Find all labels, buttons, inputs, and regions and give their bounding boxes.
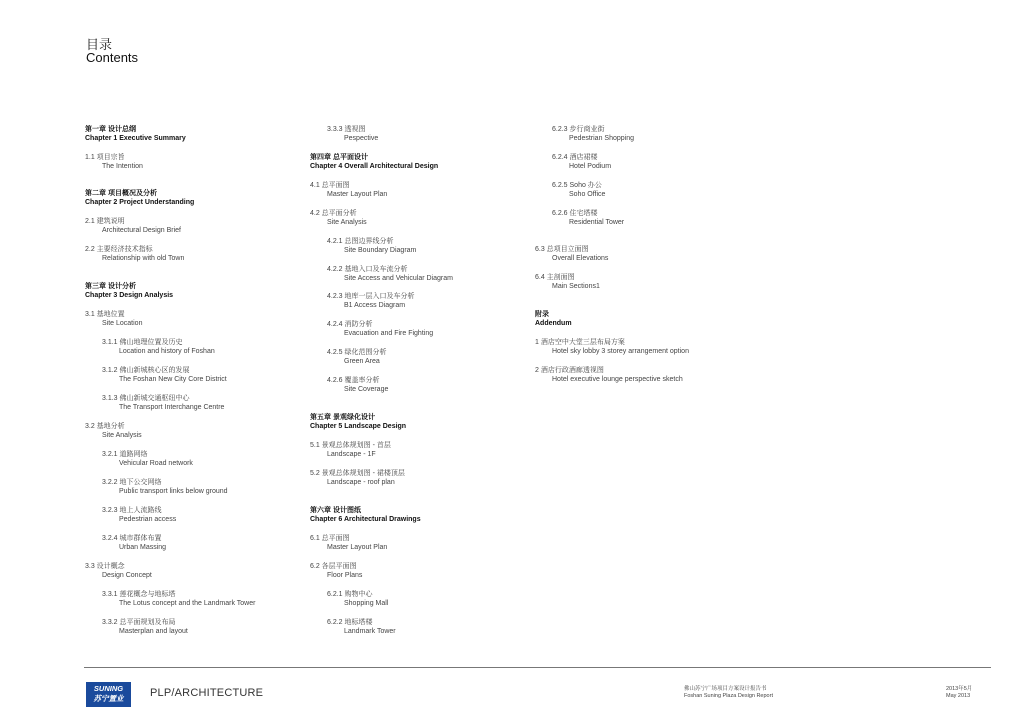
toc-entry-title-cn: 3.2.4 城市群体布置 bbox=[102, 535, 162, 542]
toc-entry bbox=[85, 422, 142, 441]
toc-entry bbox=[535, 245, 608, 264]
toc-chapter-heading bbox=[310, 153, 438, 172]
toc-entry-title-cn: 3.3.1 莲花概念与地标塔 bbox=[102, 591, 176, 598]
toc-entry bbox=[85, 245, 184, 264]
toc-entry-title-cn: 附录 bbox=[535, 311, 549, 318]
toc-chapter-heading bbox=[85, 189, 194, 208]
toc-chapter-heading bbox=[85, 282, 173, 301]
toc-entry-title-cn: 6.3 总项目立面图 bbox=[535, 246, 589, 253]
toc-entry-title-cn: 3.1.1 佛山地理位置及历史 bbox=[102, 339, 183, 346]
toc-entry bbox=[85, 562, 152, 581]
toc-entry-title-cn: 6.1 总平面图 bbox=[310, 535, 350, 542]
toc-entry bbox=[552, 125, 634, 144]
toc-entry-title-en: Masterplan and layout bbox=[119, 628, 188, 636]
toc-entry-title-cn: 4.2.5 绿化范围分析 bbox=[327, 349, 387, 356]
toc-entry bbox=[102, 618, 188, 637]
toc-entry-title-en: Site Coverage bbox=[344, 386, 389, 394]
toc-chapter-heading bbox=[535, 310, 572, 329]
toc-entry-title-cn: 4.2.2 基地入口及车流分析 bbox=[327, 266, 408, 273]
toc-entry-title-en: Landscape - roof plan bbox=[327, 479, 395, 487]
toc-entry-title-cn: 5.2 景观总体规划图 - 裙楼顶层 bbox=[310, 470, 405, 477]
toc-entry-title-en: Green Area bbox=[344, 358, 380, 366]
toc-entry-title-en: Floor Plans bbox=[327, 572, 363, 580]
toc-entry-title-en: Site Location bbox=[102, 320, 143, 328]
toc-entry-title-en: The Transport Interchange Centre bbox=[119, 404, 225, 412]
report-title-en: Foshan Suning Plaza Design Report bbox=[684, 693, 773, 699]
toc-entry-title-en: B1 Access Diagram bbox=[344, 302, 406, 310]
toc-entry-title-en: Master Layout Plan bbox=[327, 191, 388, 199]
toc-entry-title-cn: 6.4 主剖面图 bbox=[535, 274, 575, 281]
toc-entry-title-en: Chapter 6 Architectural Drawings bbox=[310, 516, 421, 524]
toc-entry-title-cn: 5.1 景观总体规划图 - 首层 bbox=[310, 442, 391, 449]
toc-entry bbox=[327, 237, 416, 256]
toc-entry-title-cn: 2.1 建筑说明 bbox=[85, 218, 125, 225]
toc-entry-title-cn: 1.1 项目宗旨 bbox=[85, 154, 125, 161]
toc-entry-title-en: Chapter 1 Executive Summary bbox=[85, 135, 186, 143]
page-title: Contents bbox=[86, 50, 139, 65]
page-title-cn: 目录 bbox=[86, 37, 113, 52]
toc-entry-title-cn: 6.2.1 购物中心 bbox=[327, 591, 373, 598]
toc-entry bbox=[310, 562, 362, 581]
toc-entry-title-cn: 第四章 总平面设计 bbox=[310, 154, 368, 161]
toc-entry-title-en: Architectural Design Brief bbox=[102, 227, 181, 235]
toc-entry-title-en: Hotel Podium bbox=[569, 163, 612, 171]
toc-entry bbox=[327, 376, 388, 395]
toc-entry-title-en: Pespective bbox=[344, 135, 379, 143]
toc-entry-title-en: Soho Office bbox=[569, 191, 606, 199]
toc-entry-title-cn: 1 酒店空中大堂三层布局方案 bbox=[535, 339, 625, 346]
toc-entry bbox=[327, 125, 378, 144]
toc-entry-title-en: Site Analysis bbox=[327, 219, 367, 227]
toc-entry-title-en: Master Layout Plan bbox=[327, 544, 388, 552]
toc-entry-title-en: Hotel executive lounge perspective sketch bbox=[552, 376, 683, 384]
toc-entry-title-cn: 3.3.2 总平面规划及布局 bbox=[102, 619, 176, 626]
toc-entry bbox=[85, 217, 181, 236]
toc-entry bbox=[102, 450, 193, 469]
report-date bbox=[946, 686, 972, 700]
toc-entry-title-cn: 第二章 项目概况及分析 bbox=[85, 190, 157, 197]
report-title-cn: 佛山苏宁广场项目方案设计报告书 bbox=[684, 686, 767, 692]
toc-entry bbox=[552, 181, 605, 200]
toc-entry-title-en: Residential Tower bbox=[569, 219, 625, 227]
toc-entry bbox=[535, 366, 683, 385]
toc-entry-title-cn: 6.2.4 酒店裙楼 bbox=[552, 154, 598, 161]
toc-entry-title-cn: 4.2.4 消防分析 bbox=[327, 321, 373, 328]
toc-entry-title-cn: 第三章 设计分析 bbox=[85, 283, 136, 290]
toc-entry bbox=[327, 292, 415, 311]
toc-entry-title-cn: 第五章 景观绿化设计 bbox=[310, 414, 375, 421]
toc-entry-title-en: Location and history of Foshan bbox=[119, 348, 215, 356]
toc-chapter-heading bbox=[310, 413, 406, 432]
toc-entry bbox=[327, 590, 388, 609]
toc-entry-title-cn: 3.3 设计概念 bbox=[85, 563, 125, 570]
toc-entry-title-en: Site Access and Vehicular Diagram bbox=[344, 275, 453, 283]
toc-entry-title-en: Chapter 2 Project Understanding bbox=[85, 199, 195, 207]
toc-entry bbox=[535, 338, 689, 357]
toc-entry-title-cn: 3.2.2 地下公交网络 bbox=[102, 479, 162, 486]
toc-entry bbox=[102, 338, 215, 357]
toc-entry-title-en: Evacuation and Fire Fighting bbox=[344, 330, 434, 338]
toc-entry-title-en: The Intention bbox=[102, 163, 143, 171]
toc-entry bbox=[310, 441, 391, 460]
toc-entry-title-en: Addendum bbox=[535, 320, 572, 328]
toc-entry-title-en: Urban Massing bbox=[119, 544, 167, 552]
suning-logo bbox=[86, 682, 131, 707]
report-date-cn: 2013年5月 bbox=[946, 686, 973, 692]
toc-entry-title-cn: 4.1 总平面图 bbox=[310, 182, 350, 189]
toc-entry-title-cn: 3.1.3 佛山新城交通枢纽中心 bbox=[102, 395, 190, 402]
toc-entry bbox=[102, 506, 176, 525]
toc-entry-title-cn: 4.2.6 覆盖率分析 bbox=[327, 377, 380, 384]
toc-entry-title-en: Chapter 5 Landscape Design bbox=[310, 423, 407, 431]
toc-entry bbox=[327, 618, 396, 637]
toc-entry bbox=[102, 366, 227, 385]
toc-entry bbox=[310, 209, 367, 228]
partner-logo: PLP/ARCHITECTURE bbox=[150, 687, 264, 699]
toc-entry bbox=[327, 265, 453, 284]
report-title bbox=[684, 686, 773, 700]
toc-entry-title-cn: 3.2.3 地上人流路线 bbox=[102, 507, 162, 514]
toc-entry-title-cn: 3.2 基地分析 bbox=[85, 423, 125, 430]
toc-entry-title-cn: 6.2 各层平面图 bbox=[310, 563, 357, 570]
toc-entry bbox=[102, 534, 166, 553]
toc-entry-title-cn: 6.2.3 步行商业街 bbox=[552, 126, 605, 133]
toc-entry bbox=[327, 320, 433, 339]
toc-entry bbox=[327, 348, 387, 367]
toc-entry-title-en: Landscape - 1F bbox=[327, 451, 376, 459]
footer-divider bbox=[84, 667, 991, 668]
toc-entry-title-en: Main Sections1 bbox=[552, 283, 600, 291]
toc-entry bbox=[552, 209, 624, 228]
toc-entry-title-en: Design Concept bbox=[102, 572, 152, 580]
toc-entry-title-cn: 6.2.2 地标塔楼 bbox=[327, 619, 373, 626]
toc-entry-title-en: Site Analysis bbox=[102, 432, 142, 440]
toc-entry bbox=[552, 153, 611, 172]
toc-chapter-heading bbox=[85, 125, 186, 144]
toc-entry-title-en: Landmark Tower bbox=[344, 628, 396, 636]
toc-entry-title-cn: 4.2 总平面分析 bbox=[310, 210, 357, 217]
toc-entry-title-cn: 2 酒店行政酒廊透视图 bbox=[535, 367, 604, 374]
toc-entry bbox=[102, 590, 255, 609]
toc-entry-title-cn: 3.1.2 佛山新城核心区的发展 bbox=[102, 367, 190, 374]
toc-entry bbox=[102, 478, 228, 497]
toc-entry-title-en: Site Boundary Diagram bbox=[344, 247, 417, 255]
toc-entry bbox=[310, 469, 405, 488]
toc-entry bbox=[310, 181, 387, 200]
toc-entry bbox=[85, 310, 142, 329]
toc-entry-title-cn: 6.2.5 Soho 办公 bbox=[552, 182, 602, 189]
toc-entry-title-cn: 3.1 基地位置 bbox=[85, 311, 125, 318]
toc-entry-title-cn: 3.2.1 道路网络 bbox=[102, 451, 148, 458]
toc-entry-title-cn: 4.2.3 地库一层入口及车分析 bbox=[327, 293, 415, 300]
toc-entry bbox=[535, 273, 600, 292]
toc-entry-title-en: Vehicular Road network bbox=[119, 460, 193, 468]
toc-entry bbox=[85, 153, 143, 172]
toc-entry-title-cn: 2.2 主要经济技术指标 bbox=[85, 246, 153, 253]
toc-entry-title-cn: 第一章 设计总纲 bbox=[85, 126, 136, 133]
toc-entry-title-en: Overall Elevations bbox=[552, 255, 609, 263]
toc-entry-title-en: Chapter 4 Overall Architectural Design bbox=[310, 163, 439, 171]
toc-entry-title-en: Pedestrian Shopping bbox=[569, 135, 634, 143]
toc-chapter-heading bbox=[310, 506, 421, 525]
toc-entry-title-en: The Foshan New City Core District bbox=[119, 376, 227, 384]
logo-text-cn: 苏宁置业 bbox=[93, 694, 124, 703]
report-date-en: May 2013 bbox=[946, 693, 971, 699]
toc-entry bbox=[310, 534, 387, 553]
toc-entry-title-cn: 3.3.3 透视图 bbox=[327, 126, 366, 133]
toc-entry-title-en: Public transport links below ground bbox=[119, 488, 228, 496]
toc-entry-title-cn: 4.2.1 总图边界线分析 bbox=[327, 238, 394, 245]
toc-entry-title-en: Pedestrian access bbox=[119, 516, 177, 524]
logo-text-en: SUNING bbox=[93, 684, 124, 693]
toc-entry-title-en: Hotel sky lobby 3 storey arrangement option bbox=[552, 348, 689, 356]
toc-entry-title-en: Relationship with old Town bbox=[102, 255, 185, 263]
toc-entry-title-en: The Lotus concept and the Landmark Tower bbox=[119, 600, 256, 608]
toc-entry-title-en: Chapter 3 Design Analysis bbox=[85, 292, 174, 300]
toc-entry-title-en: Shopping Mall bbox=[344, 600, 389, 608]
toc-entry bbox=[102, 394, 224, 413]
toc-entry-title-cn: 第六章 设计图纸 bbox=[310, 507, 361, 514]
toc-entry-title-cn: 6.2.6 住宅塔楼 bbox=[552, 210, 598, 217]
